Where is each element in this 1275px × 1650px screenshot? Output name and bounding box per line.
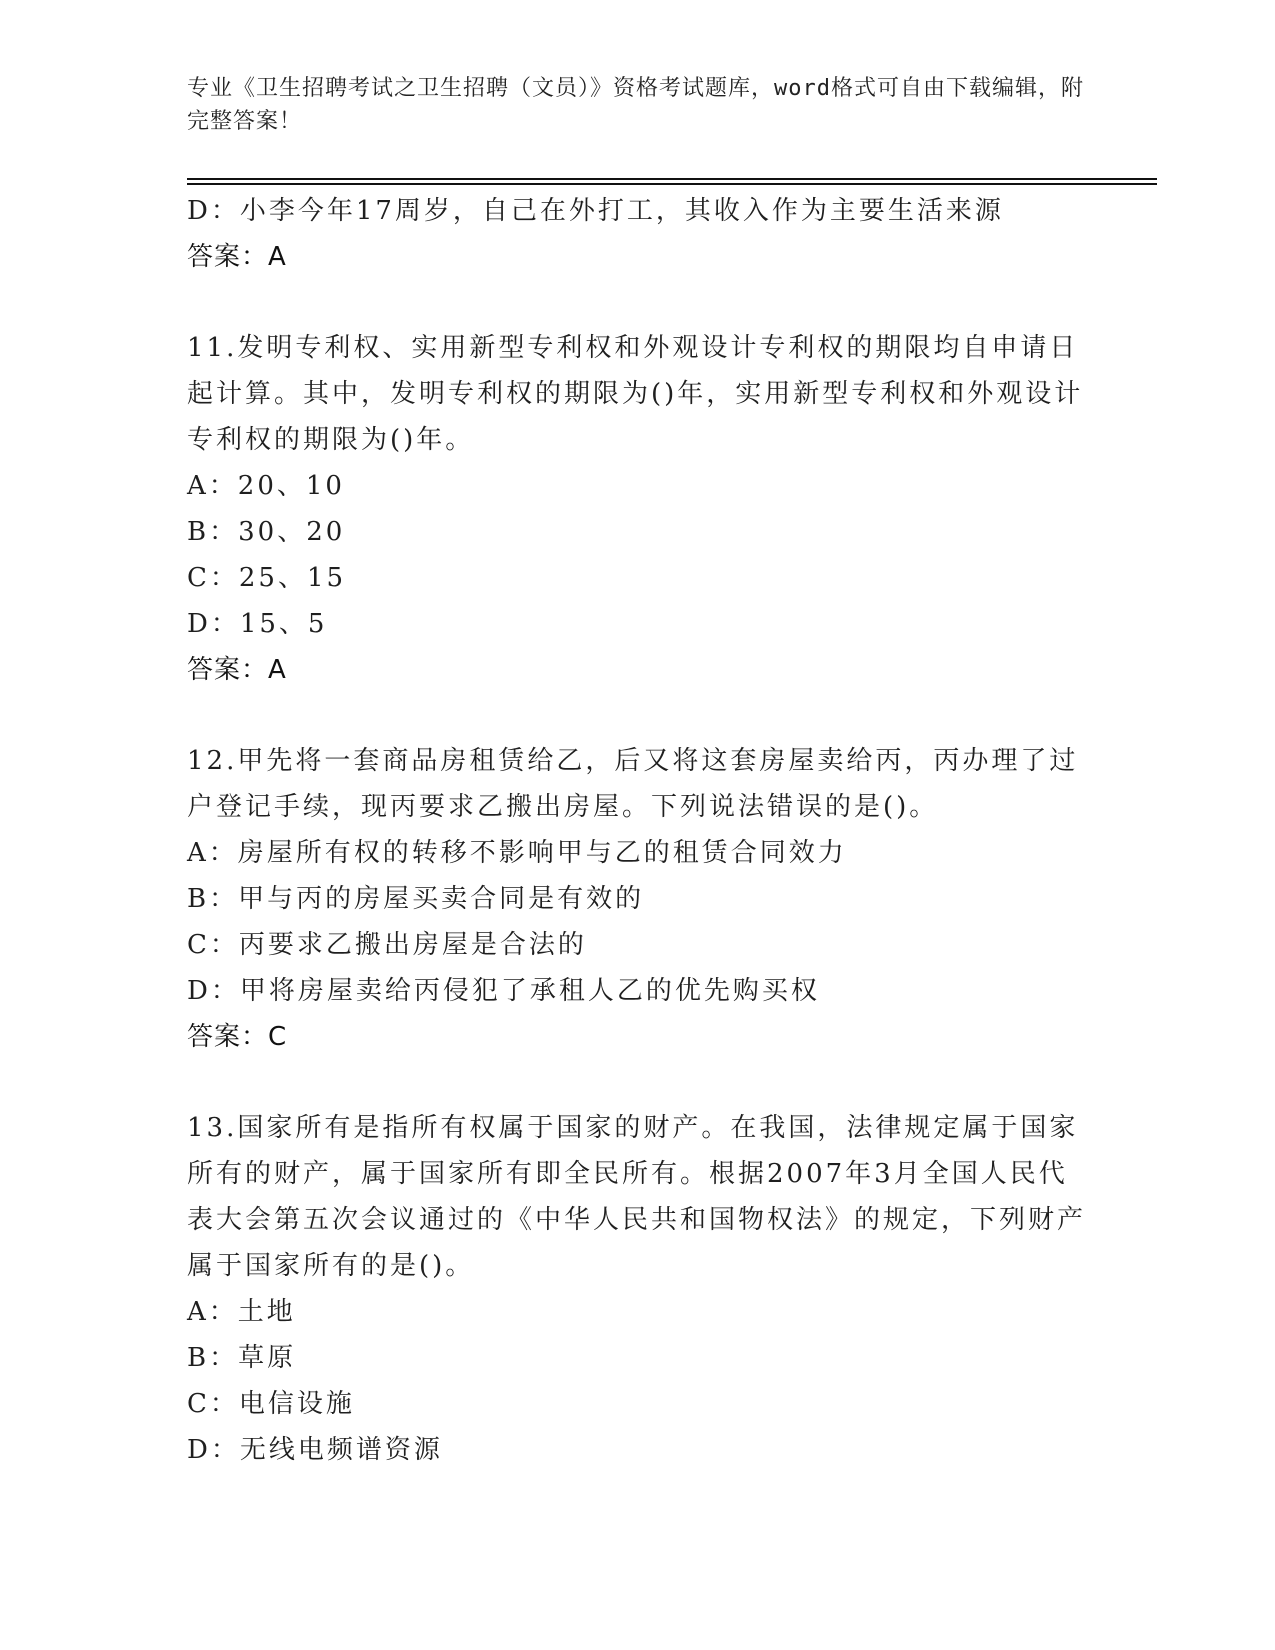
document-body [187,188,1087,1473]
question-stem: 11.发明专利权、实用新型专利权和外观设计专利权的期限均自申请日起计算。其中，发明专利权的期限为()年，实用新型专利权和外观设计专利权的期限为()年。 [187,333,1084,455]
question-block [187,738,1087,1060]
option-a: A：20、10 [187,471,345,501]
option-a: A：土地 [187,1297,296,1327]
question-gap [187,693,1087,738]
option-c: C：电信设施 [187,1389,355,1419]
question-gap [187,1060,1087,1105]
question-stem: 12.甲先将一套商品房租赁给乙，后又将这套房屋卖给丙，丙办理了过户登记手续，现丙要求乙搬出房屋。下列说法错误的是()。 [187,746,1079,822]
question-stem: 13.国家所有是指所有权属于国家的财产。在我国，法律规定属于国家所有的财产，属于国家所有即全民所有。根据2007年3月全国人民代表大会第五次会议通过的《中华人民共和国物权法》的规定，下列财产属于国家所有的是()。 [187,1113,1087,1281]
question-gap [187,280,1087,325]
question-block [187,1105,1087,1473]
option-c: C：25、15 [187,563,347,593]
option-d: D：无线电频谱资源 [187,1435,443,1465]
question-block [187,325,1087,693]
answer-line: 答案：A [187,655,287,685]
option-b: B：草原 [187,1343,297,1373]
option-d: D：15、5 [187,609,328,639]
page-header [187,72,1087,138]
option-d: D：甲将房屋卖给丙侵犯了承租人乙的优先购买权 [187,976,820,1006]
header-text: 专业《卫生招聘考试之卫生招聘（文员）》资格考试题库，word格式可自由下载编辑，附完整答案！ [187,76,1084,134]
answer-line: 答案：A [187,242,287,272]
answer-line: 答案：C [187,1022,288,1052]
option-d: D：小李今年17周岁，自己在外打工，其收入作为主要生活来源 [187,196,1004,226]
header-divider-top [187,178,1157,180]
option-c: C：丙要求乙搬出房屋是合法的 [187,930,587,960]
option-b: B：30、20 [187,517,346,547]
option-a: A：房屋所有权的转移不影响甲与乙的租赁合同效力 [187,838,847,868]
option-b: B：甲与丙的房屋买卖合同是有效的 [187,884,645,914]
header-divider-bottom [187,183,1157,185]
